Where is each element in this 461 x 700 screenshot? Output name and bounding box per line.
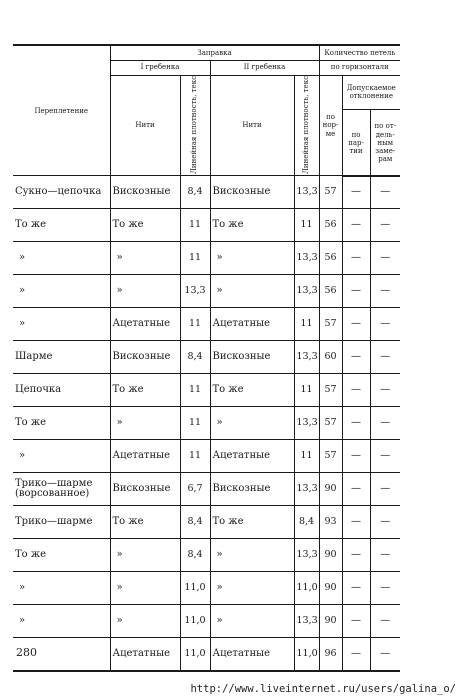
yarn2-cell: То же (210, 506, 294, 539)
density2-cell: 11,0 (294, 638, 319, 671)
individual-cell: — (370, 275, 400, 308)
table-row (13, 374, 400, 407)
density1-cell: 11,0 (180, 638, 210, 671)
weave-cell: » (13, 605, 110, 638)
yarn1-header: Нити (110, 75, 180, 176)
batch-cell: — (342, 506, 370, 539)
batch-cell: — (342, 176, 370, 209)
weave-cell: То же (13, 539, 110, 572)
batch-cell: — (342, 605, 370, 638)
yarn1-cell: » (110, 605, 180, 638)
density1-cell: 11 (180, 209, 210, 242)
yarn1-cell: Ацетатные (110, 440, 180, 473)
table-row (13, 407, 400, 440)
density2-cell: 11 (294, 440, 319, 473)
density2-cell: 13,3 (294, 176, 319, 209)
batch-cell: — (342, 539, 370, 572)
tolerance-header: Допускаемое отклонение (342, 75, 400, 110)
density2-cell: 13,3 (294, 605, 319, 638)
norm-cell: 57 (319, 308, 342, 341)
horizontal-header: по горизонтали (319, 60, 400, 75)
table-row (13, 506, 400, 539)
yarn2-cell: » (210, 572, 294, 605)
batch-cell: — (342, 473, 370, 506)
batch-cell: — (342, 407, 370, 440)
individual-header: по от-дель-ным заме-рам (370, 110, 400, 176)
norm-header: по нор-ме (319, 75, 342, 176)
yarn2-cell: Ацетатные (210, 308, 294, 341)
density2-cell: 13,3 (294, 242, 319, 275)
table-row (13, 176, 400, 209)
batch-cell: — (342, 341, 370, 374)
table-row (13, 539, 400, 572)
yarn2-cell: То же (210, 374, 294, 407)
individual-cell: — (370, 308, 400, 341)
yarn2-cell: Вискозные (210, 176, 294, 209)
individual-cell: — (370, 605, 400, 638)
norm-cell: 57 (319, 374, 342, 407)
table-row (13, 341, 400, 374)
yarn1-cell: То же (110, 506, 180, 539)
table-row (13, 473, 400, 506)
table-row (13, 605, 400, 638)
threading-header: Заправка (110, 45, 319, 60)
density2-header: Линейная плотность, текс (294, 75, 319, 176)
norm-cell: 57 (319, 407, 342, 440)
density2-cell: 13,3 (294, 275, 319, 308)
individual-cell: — (370, 572, 400, 605)
norm-cell: 60 (319, 341, 342, 374)
table-row (13, 209, 400, 242)
table-row (13, 275, 400, 308)
density1-cell: 6,7 (180, 473, 210, 506)
yarn2-header: Нити (210, 75, 294, 176)
batch-cell: — (342, 572, 370, 605)
density1-cell: 11,0 (180, 605, 210, 638)
batch-cell: — (342, 275, 370, 308)
batch-cell: — (342, 638, 370, 671)
table-row (13, 440, 400, 473)
individual-cell: — (370, 638, 400, 671)
density1-cell: 11,0 (180, 572, 210, 605)
individual-cell: — (370, 209, 400, 242)
yarn2-cell: » (210, 539, 294, 572)
density2-cell: 11,0 (294, 572, 319, 605)
yarn2-cell: Вискозные (210, 341, 294, 374)
density1-cell: 11 (180, 242, 210, 275)
yarn1-cell: Вискозные (110, 176, 180, 209)
yarn1-cell: Ацетатные (110, 638, 180, 671)
comb1-header: I гребенка (110, 60, 210, 75)
yarn2-cell: Ацетатные (210, 638, 294, 671)
density1-cell: 8,4 (180, 176, 210, 209)
individual-cell: — (370, 374, 400, 407)
weave-cell: Цепочка (13, 374, 110, 407)
weave-cell: Трико—шарме (13, 506, 110, 539)
density1-cell: 11 (180, 407, 210, 440)
norm-cell: 57 (319, 176, 342, 209)
norm-cell: 93 (319, 506, 342, 539)
density2-cell: 11 (294, 209, 319, 242)
individual-cell: — (370, 242, 400, 275)
weave-cell: » (13, 242, 110, 275)
norm-cell: 90 (319, 539, 342, 572)
norm-cell: 56 (319, 242, 342, 275)
density1-cell: 8,4 (180, 539, 210, 572)
yarn1-cell: Ацетатные (110, 308, 180, 341)
weave-cell: Шарме (13, 341, 110, 374)
density1-cell: 11 (180, 308, 210, 341)
yarn2-cell: » (210, 242, 294, 275)
weave-cell: То же (13, 407, 110, 440)
norm-cell: 90 (319, 473, 342, 506)
yarn1-cell: То же (110, 209, 180, 242)
yarn1-cell: » (110, 242, 180, 275)
norm-cell: 56 (319, 209, 342, 242)
batch-cell: — (342, 242, 370, 275)
table-row (13, 242, 400, 275)
individual-cell: — (370, 341, 400, 374)
weave-cell: » (13, 440, 110, 473)
batch-cell: — (342, 374, 370, 407)
yarn2-cell: » (210, 605, 294, 638)
batch-cell: — (342, 308, 370, 341)
weave-cell: Сукно—цепочка (13, 176, 110, 209)
norm-cell: 90 (319, 605, 342, 638)
density2-cell: 13,3 (294, 539, 319, 572)
density1-cell: 11 (180, 374, 210, 407)
loops-header: Количество петель (319, 45, 400, 60)
page-number: 280 (16, 646, 37, 659)
density1-cell: 8,4 (180, 506, 210, 539)
yarn1-cell: » (110, 275, 180, 308)
yarn1-cell: Вискозные (110, 341, 180, 374)
weave-cell: То же (13, 209, 110, 242)
density1-header: Линейная плотность, текс (180, 75, 210, 176)
yarn1-cell: То же (110, 374, 180, 407)
individual-cell: — (370, 176, 400, 209)
table-row (13, 308, 400, 341)
density2-cell: 13,3 (294, 407, 319, 440)
density2-cell: 13,3 (294, 473, 319, 506)
table-row (13, 638, 400, 671)
yarn2-cell: То же (210, 209, 294, 242)
density1-cell: 13,3 (180, 275, 210, 308)
norm-cell: 56 (319, 275, 342, 308)
yarn2-cell: » (210, 407, 294, 440)
weave-header: Переплетение (13, 45, 110, 176)
norm-cell: 57 (319, 440, 342, 473)
individual-cell: — (370, 473, 400, 506)
table-row (13, 572, 400, 605)
batch-header: по пар-тии (342, 110, 370, 176)
comb2-header: II гребенка (210, 60, 319, 75)
norm-cell: 96 (319, 638, 342, 671)
yarn1-cell: Вискозные (110, 473, 180, 506)
batch-cell: — (342, 440, 370, 473)
loop-count-table (13, 44, 400, 672)
individual-cell: — (370, 440, 400, 473)
watermark-url: http://www.liveinternet.ru/users/galina_o/ (190, 683, 456, 695)
yarn1-cell: » (110, 539, 180, 572)
density2-cell: 11 (294, 308, 319, 341)
individual-cell: — (370, 506, 400, 539)
weave-cell: » (13, 308, 110, 341)
density1-cell: 8,4 (180, 341, 210, 374)
density2-cell: 8,4 (294, 506, 319, 539)
batch-cell: — (342, 209, 370, 242)
yarn1-cell: » (110, 572, 180, 605)
yarn2-cell: Ацетатные (210, 440, 294, 473)
individual-cell: — (370, 539, 400, 572)
density2-cell: 13,3 (294, 341, 319, 374)
weave-cell: Трико—шарме (ворсованное) (13, 473, 110, 506)
norm-cell: 90 (319, 572, 342, 605)
yarn2-cell: Вискозные (210, 473, 294, 506)
weave-cell: » (13, 572, 110, 605)
yarn2-cell: » (210, 275, 294, 308)
density2-cell: 11 (294, 374, 319, 407)
density1-cell: 11 (180, 440, 210, 473)
yarn1-cell: » (110, 407, 180, 440)
weave-cell: » (13, 275, 110, 308)
individual-cell: — (370, 407, 400, 440)
